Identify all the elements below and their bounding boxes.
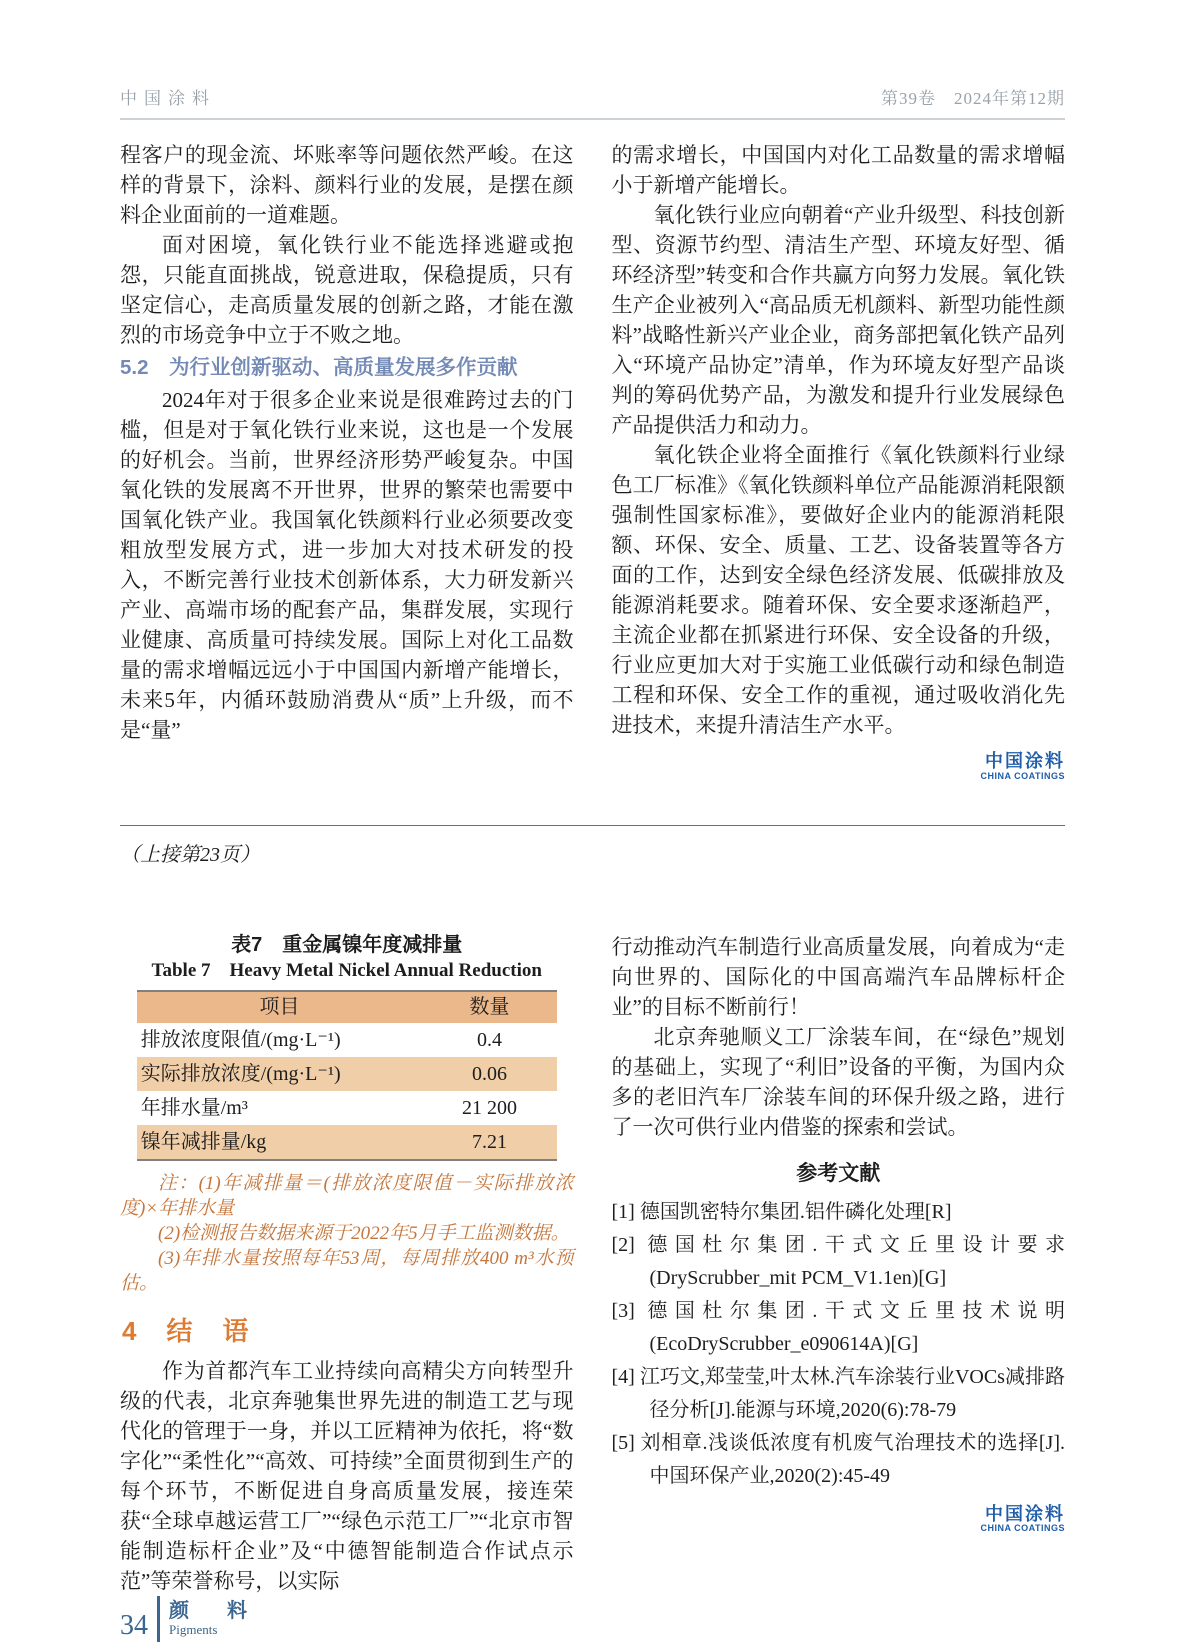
article-bottom — [120, 932, 1065, 1596]
table-cell-item: 镍年减排量/kg — [137, 1125, 423, 1160]
table-note: 注：(1)年减排量＝(排放浓度限值－实际排放浓度)×年排水量 — [120, 1172, 574, 1219]
paragraph: 作为首都汽车工业持续向高精尖方向转型升级的代表，北京奔驰集世界先进的制造工艺与现代化的管理于一身，并以工匠精神为依托，将“数字化”“柔性化”“高效、可持续”全面贯彻到生产的每个环节，不断促进自身高质量发展，接连荣获“全球卓越运营工厂”“绿色示范工厂”“北京市智能制造标杆企业”及“中德智能制造合作试点示范”等荣誉称号，以实际 — [120, 1358, 574, 1593]
paragraph: 氧化铁企业将全面推行《氧化铁颜料行业绿色工厂标准》《氧化铁颜料单位产品能源消耗限额强制性国家标准》，要做好企业内的能源消耗限额、环保、安全、质量、工艺、设备装置等各方面的工作，达到安全绿色经济发展、低碳排放及能源消耗要求。随着环保、安全要求逐渐趋严，主流企业都在抓紧进行环保、安全设备的升级，行业应更加大对于实施工业低碳行动和绿色制造工程和环保、安全工作的重视，通过吸收消化先进技术，来提升清洁生产水平。 — [611, 443, 1065, 737]
table-note: (3)年排水量按照每年53周，每周排放400 m³水预估。 — [120, 1247, 574, 1294]
page-number: 34 — [120, 1609, 148, 1641]
footer-section-en: Pigments — [169, 1621, 218, 1637]
table-notes — [120, 1171, 574, 1296]
table-row — [137, 1023, 557, 1057]
article-bottom-right-column — [612, 932, 1066, 1596]
reference-item: [4] 江巧文,郑莹莹,叶太林.汽车涂装行业VOCs减排路径分析[J].能源与环境,2020(6):78-79 — [611, 1365, 1065, 1421]
logo-text-cn: 中国涂料 — [985, 751, 1065, 771]
column-header-quantity: 数量 — [422, 991, 556, 1023]
logo-text-cn: 中国涂料 — [985, 1503, 1065, 1524]
article-top — [120, 140, 1065, 782]
reference-item: [1] 德国凯密特尔集团.铝件磷化处理[R] — [611, 1200, 952, 1223]
table-cell-item: 年排水量/m³ — [140, 1096, 248, 1119]
paragraph: 面对困境，氧化铁行业不能选择逃避或抱怨，只能直面挑战，锐意进取，保稳提质，只有坚定信心，走高质量发展的创新之路，才能在激烈的市场竞争中立于不败之地。 — [120, 233, 574, 347]
paragraph: 的需求增长，中国国内对化工品数量的需求增幅小于新增产能增长。 — [611, 143, 1065, 197]
footer-section — [169, 1600, 256, 1638]
paragraph: 氧化铁行业应向朝着“产业升级型、科技创新型、资源节约型、清洁生产型、环境友好型、循环经济型”转变和合作共赢方向努力发展。氧化铁生产企业被列入“高品质无机颜料、新型功能性颜料”战略性新兴产业企业，商务部把氧化铁产品列入“环境产品协定”清单，作为环境友好型产品谈判的筹码优势产品，为激发和提升行业发展绿色产品提供活力和动力。 — [611, 203, 1065, 437]
footer-divider-bar — [157, 1596, 160, 1642]
paragraph: 行动推动汽车制造行业高质量发展，向着成为“走向世界的、国际化的中国高端汽车品牌标杆企业”的目标不断前行！ — [611, 934, 1065, 1019]
table-cell-item: 排放浓度限值/(mg·L⁻¹) — [140, 1028, 341, 1051]
table-header-row — [137, 991, 557, 1023]
table-note: (2)检测报告数据来源于2022年5月手工监测数据。 — [158, 1222, 570, 1244]
table-row — [137, 1125, 557, 1160]
table-title-en: Table 7 Heavy Metal Nickel Annual Reduction — [151, 959, 542, 981]
table-row — [137, 1057, 557, 1091]
table-cell-quantity: 0.4 — [477, 1028, 503, 1051]
page-footer — [120, 1596, 1065, 1642]
logo-text-en: CHINA COATINGS — [980, 770, 1065, 781]
logo-text-en: CHINA COATINGS — [980, 1523, 1065, 1534]
footer-section-cn: 颜 料 — [169, 1599, 256, 1622]
reference-item: [2] 德国杜尔集团.干式文丘里设计要求(DryScrubber_mit PCM_V1.1en)[G] — [611, 1233, 1065, 1289]
article-divider — [120, 825, 1065, 826]
section-heading-conclusion: 4 结 语 — [122, 1315, 251, 1346]
article-bottom-left-column — [120, 932, 574, 1596]
table-cell-quantity: 0.06 — [422, 1057, 556, 1091]
article-top-left-column — [120, 140, 574, 782]
references-heading: 参考文献 — [796, 1160, 881, 1185]
reference-item: [5] 刘相章.浅谈低浓度有机废气治理技术的选择[J].中国环保产业,2020(2):45-49 — [611, 1431, 1065, 1487]
issue-info: 第39卷 2024年第12期 — [881, 89, 1065, 108]
table-cell-quantity: 7.21 — [422, 1125, 556, 1160]
column-header-item: 项目 — [137, 991, 423, 1023]
paragraph: 2024年对于很多企业来说是很难跨过去的门槛，但是对于氧化铁行业来说，这也是一个发展的好机会。当前，世界经济形势严峻复杂。中国氧化铁的发展离不开世界，世界的繁荣也需要中国氧化铁产业。我国氧化铁颜料行业必须要改变粗放型发展方式，进一步加大对技术研发的投入，不断完善行业技术创新体系，大力研发新兴产业、高端市场的配套产品，集群发展，实现行业健康、高质量可持续发展。国际上对化工品数量的需求增幅远远小于中国国内新增产能增长，未来5年，内循环鼓励消费从“质”上升级，而不是“量” — [120, 388, 574, 742]
table-row — [137, 1091, 557, 1125]
paragraph: 北京奔驰顺义工厂涂装车间，在“绿色”规划的基础上，实现了“利旧”设备的平衡，为国内众多的老旧汽车厂涂装车间的环保升级之路，进行了一次可供行业内借鉴的探索和尝试。 — [611, 1024, 1065, 1139]
journal-name: 中国涂料 — [120, 89, 216, 108]
nickel-reduction-table — [137, 990, 557, 1161]
article-top-right-column — [612, 140, 1066, 782]
section-heading-5-2: 5.2 为行业创新驱动、高质量发展多作贡献 — [120, 356, 518, 379]
china-coatings-logo — [612, 752, 1066, 782]
paragraph: 程客户的现金流、坏账率等问题依然严峻。在这样的背景下，涂料、颜料行业的发展，是摆在颜料企业面前的一道难题。 — [120, 143, 574, 227]
china-coatings-logo — [612, 1505, 1066, 1535]
table-title-cn: 表7 重金属镍年度减排量 — [231, 933, 463, 956]
running-head — [120, 84, 1065, 120]
table-block — [137, 932, 557, 1161]
table-cell-item: 实际排放浓度/(mg·L⁻¹) — [137, 1057, 423, 1091]
table-cell-quantity: 21 200 — [462, 1096, 518, 1119]
reference-item: [3] 德国杜尔集团.干式文丘里技术说明(EcoDryScrubber_e090614A)[G] — [611, 1299, 1065, 1355]
continuation-note: （上接第23页） — [120, 843, 260, 866]
